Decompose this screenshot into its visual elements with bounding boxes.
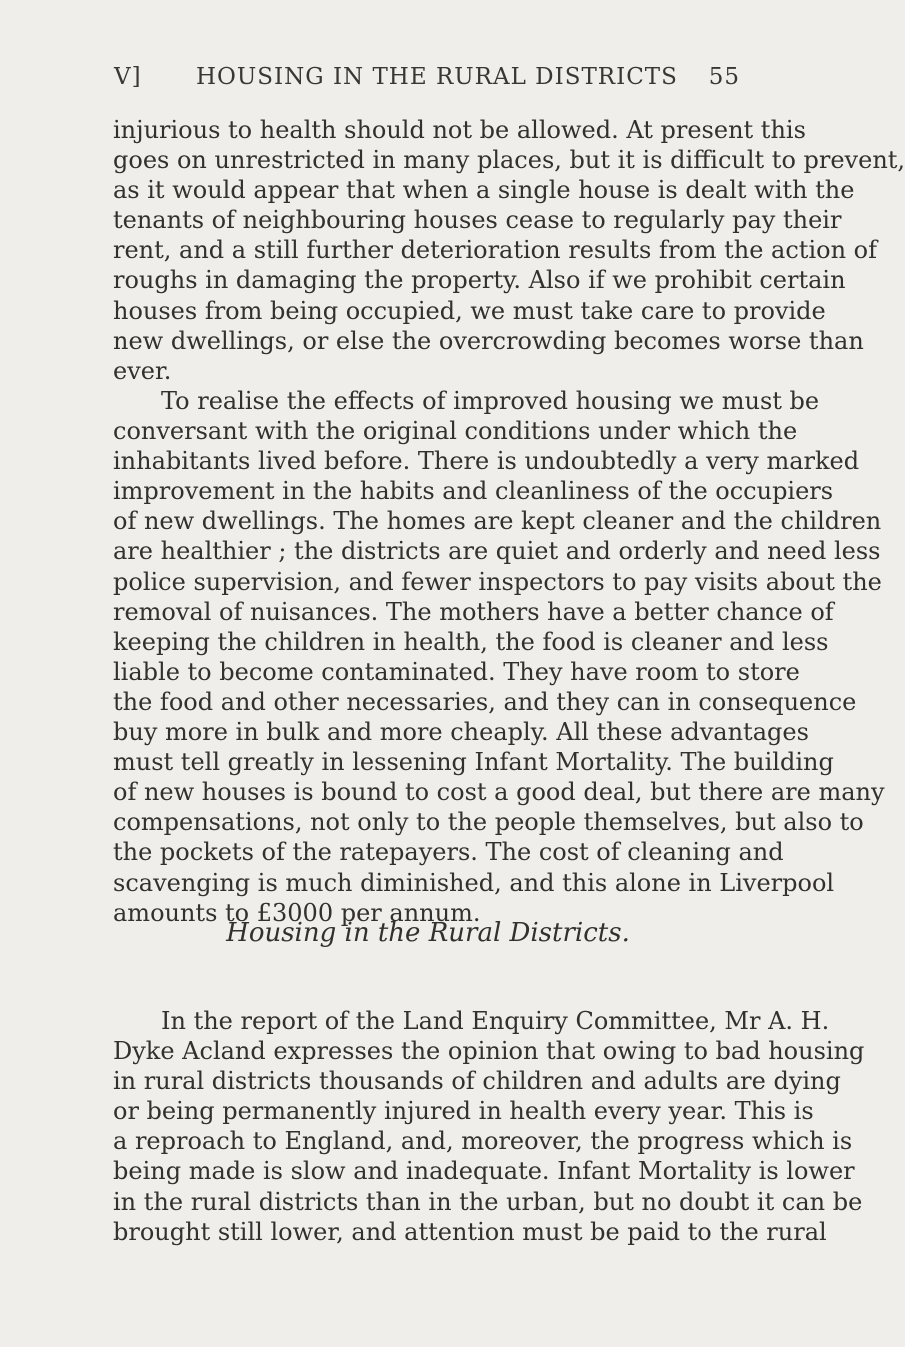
text-line: being made is slow and inadequate. Infant Mortality is lower (113, 1157, 855, 1186)
text-line: In the report of the Land Enquiry Committee, Mr A. H. (161, 1007, 830, 1035)
text-line: conversant with the original conditions under which the (113, 417, 798, 446)
text-line: tenants of neighbouring houses cease to regularly pay their (113, 206, 842, 235)
chapter-number: V] (114, 64, 142, 90)
text-line: houses from being occupied, we must take care to provide (113, 296, 826, 325)
text-line: new dwellings, or else the overcrowding becomes worse than (113, 326, 864, 355)
paragraph-2 (113, 386, 885, 928)
text-line: scavenging is much diminished, and this alone in Liverpool (113, 868, 835, 897)
text-line: a reproach to England, and, moreover, the progress which is (113, 1127, 853, 1156)
text-line: Dyke Acland expresses the opinion that owing to bad housing (113, 1037, 865, 1066)
text-line: liable to become contaminated. They have room to store (113, 657, 800, 686)
page-number: 55 (708, 64, 740, 90)
text-line: buy more in bulk and more cheaply. All these advantages (113, 718, 809, 747)
text-line: improvement in the habits and cleanliness of the occupiers (113, 477, 834, 506)
text-line: keeping the children in health, the food is cleaner and less (113, 627, 829, 656)
text-line: injurious to health should not be allowed. At present this (113, 116, 806, 144)
running-title: HOUSING IN THE RURAL DISTRICTS (196, 64, 678, 90)
paragraph-1 (113, 115, 905, 386)
text-line: must tell greatly in lessening Infant Mortality. The building (113, 748, 834, 777)
text-line: compensations, not only to the people themselves, but also to (113, 808, 864, 837)
text-line: inhabitants lived before. There is undoubtedly a very marked (113, 447, 860, 476)
text-line: or being permanently injured in health every year. This is (113, 1097, 814, 1126)
text-line: To realise the effects of improved housing we must be (161, 387, 820, 415)
text-line: of new houses is bound to cost a good deal, but there are many (113, 778, 885, 807)
text-line: rent, and a still further deterioration results from the action of (113, 236, 877, 265)
text-line: as it would appear that when a single house is dealt with the (113, 176, 855, 205)
text-line: removal of nuisances. The mothers have a better chance of (113, 597, 834, 626)
text-line: in the rural districts than in the urban, but no doubt it can be (113, 1187, 863, 1216)
text-line: roughs in damaging the property. Also if we prohibit certain (113, 266, 846, 295)
text-line: in rural districts thousands of children and adults are dying (113, 1067, 841, 1096)
text-line: amounts to £3000 per annum. (113, 898, 481, 927)
running-head (114, 64, 740, 100)
paragraph-3 (113, 1006, 865, 1247)
text-line: goes on unrestricted in many places, but it is difficult to prevent, (113, 146, 905, 175)
text-line: the food and other necessaries, and they can in consequence (113, 687, 857, 716)
text-line: are healthier ; the districts are quiet and orderly and need less (113, 537, 881, 566)
text-line: the pockets of the ratepayers. The cost of cleaning and (113, 838, 784, 867)
text-line: police supervision, and fewer inspectors to pay visits about the (113, 567, 882, 596)
text-line: ever. (113, 356, 172, 385)
section-heading: Housing in the Rural Districts. (226, 918, 630, 948)
text-line: of new dwellings. The homes are kept cleaner and the children (113, 507, 882, 536)
text-line: brought still lower, and attention must be paid to the rural (113, 1217, 827, 1246)
